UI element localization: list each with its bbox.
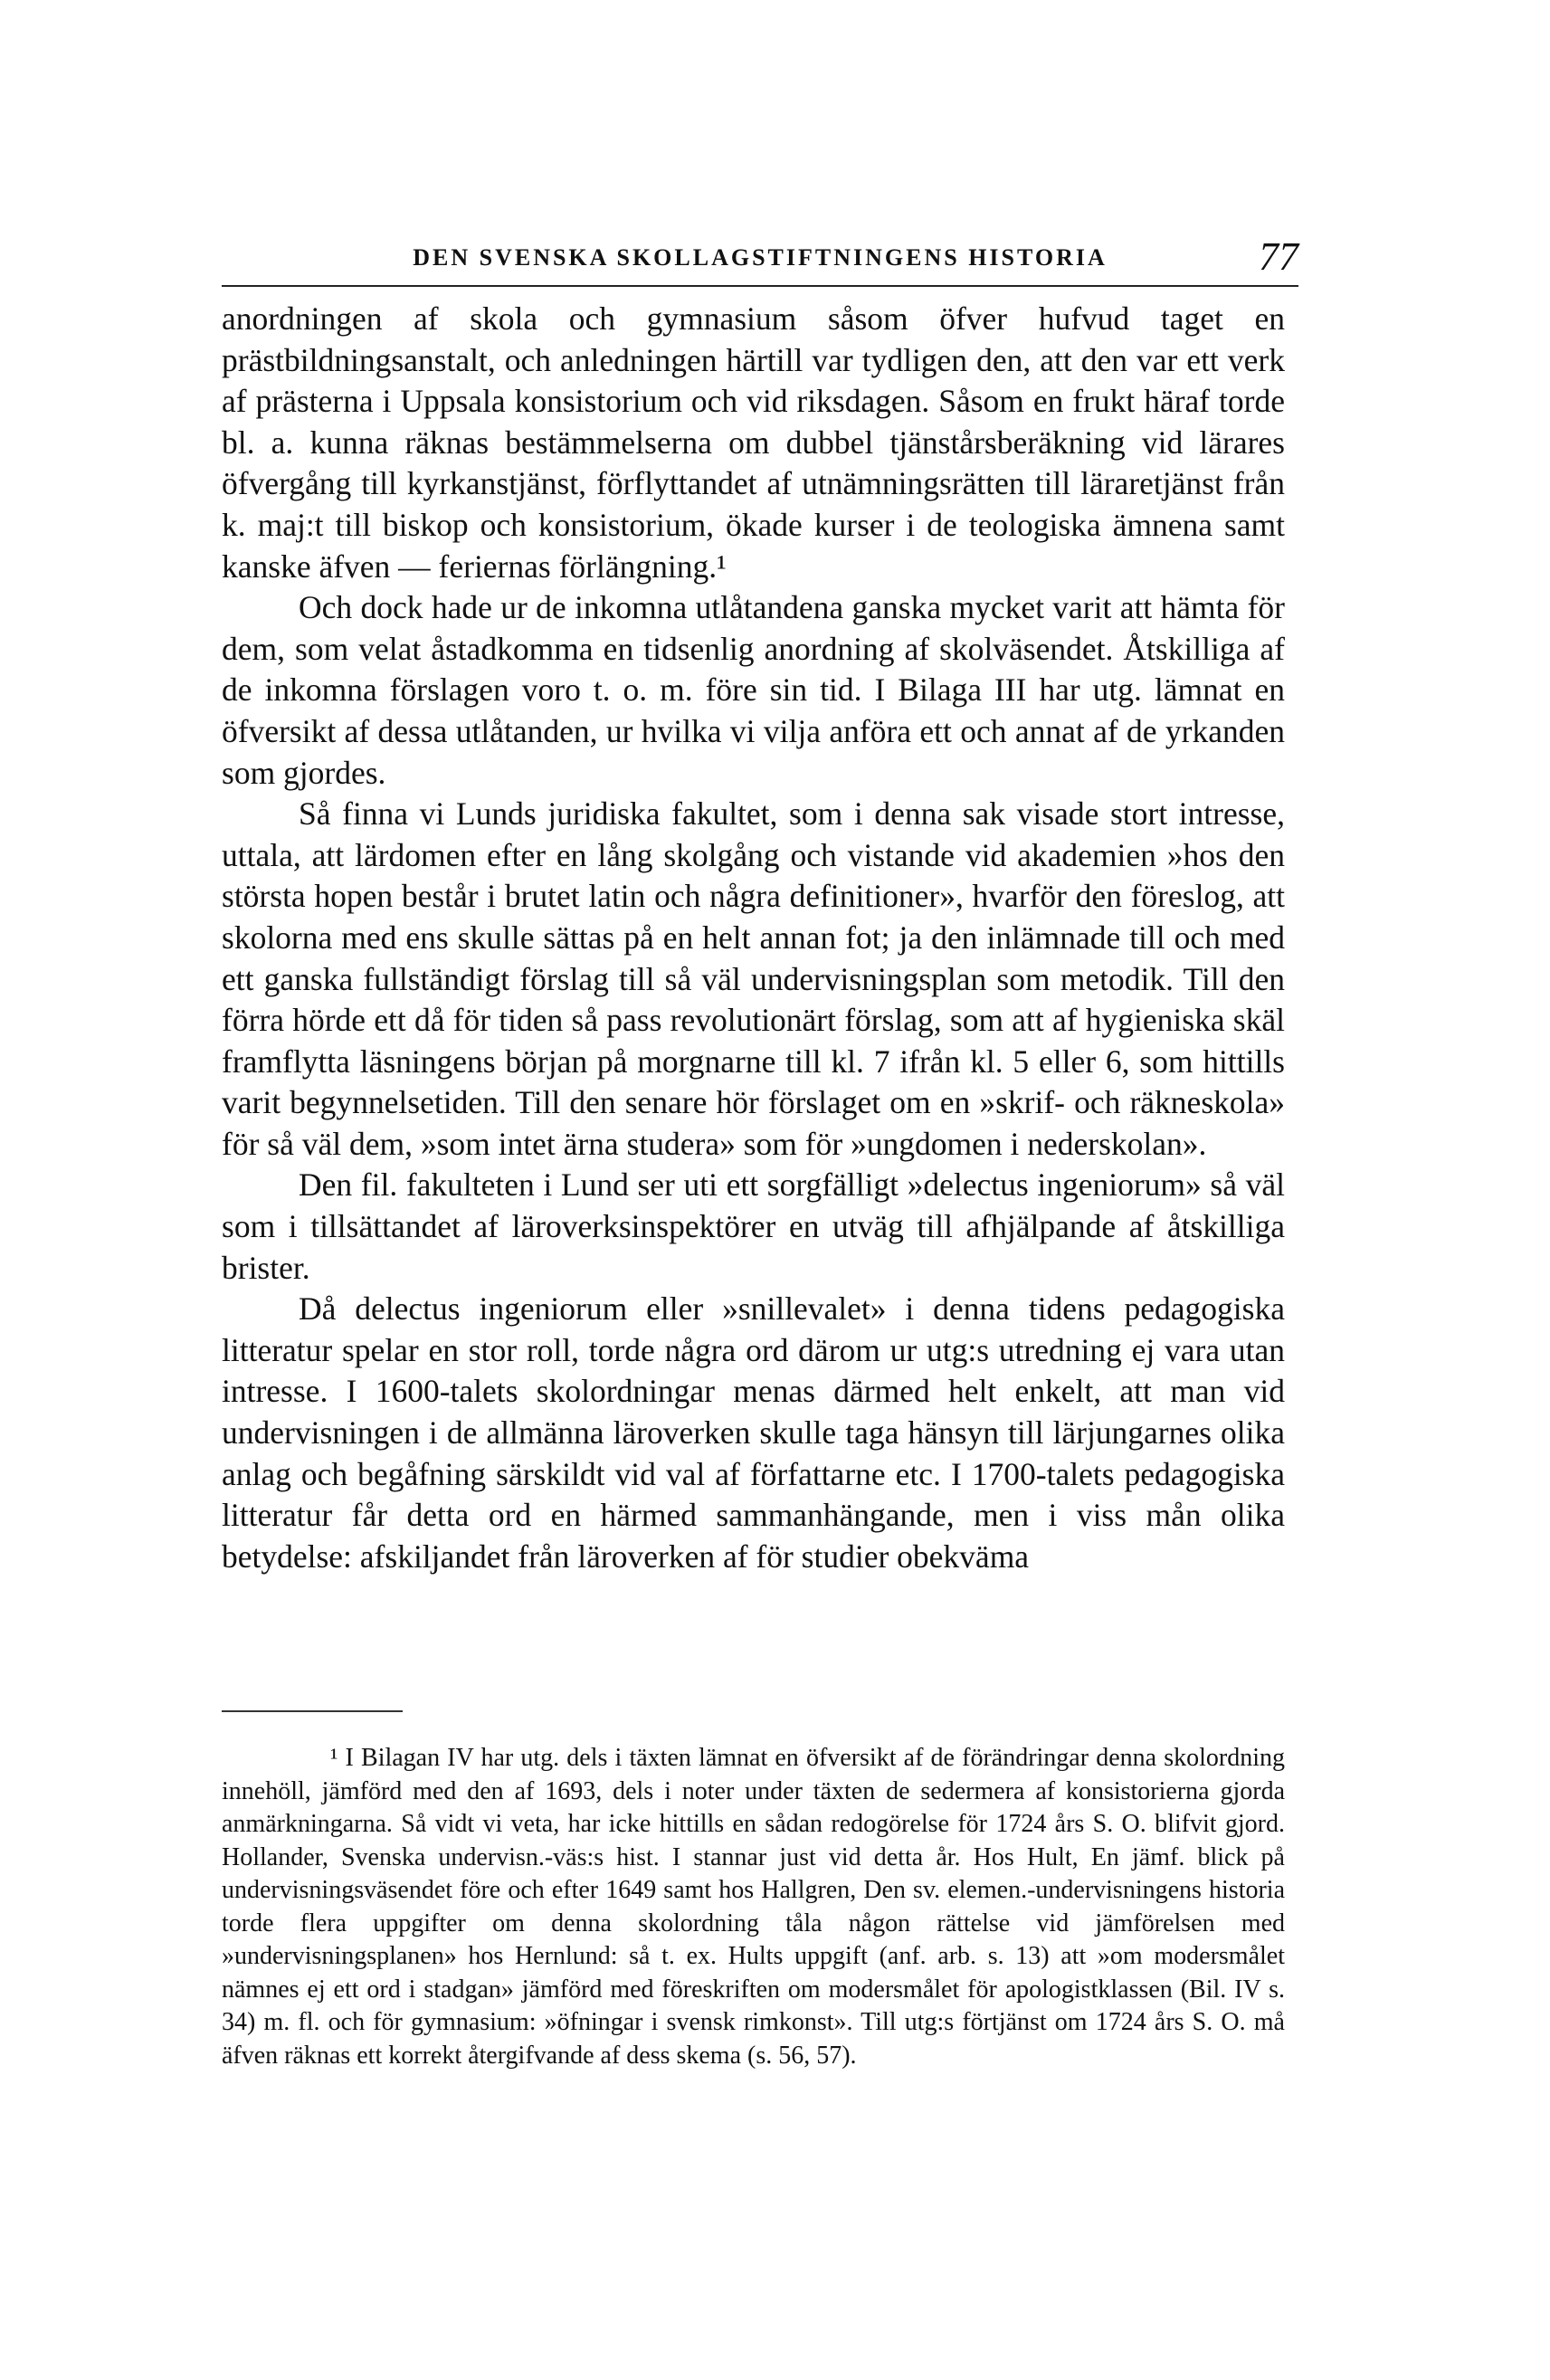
paragraph-3: Så finna vi Lunds juridiska fakultet, som i denna sak visade stort intresse, uttala, att lärdomen efter en lång skolgång och vistande vid akademien »hos den största hopen består i brutet latin och några definitioner», hvarför den föreslog, att skolorna med ens skulle sättas på en helt annan fot; ja den inlämnade till och med ett ganska fullständigt förslag till så väl undervisningsplan som metodik. Till den förra hörde ett då för tiden så pass revolutionärt förslag, som att af hygieniska skäl framflytta läsningens början på morgnarne till kl. 7 ifrån kl. 5 eller 6, som hittills varit begynnelsetiden. Till den senare hör förslaget om en »skrif- och räkneskola» för så väl dem, »som intet ärna studera» som för »ungdomen i nederskolan». bbox=[222, 795, 1285, 1162]
paragraph-2: Och dock hade ur de inkomna utlåtandena ganska mycket varit att hämta för dem, som velat åstadkomma en tidsenlig anordning af skolväsendet. Åtskilliga af de inkomna förslagen voro t. o. m. före sin tid. I Bilaga III har utg. lämnat en öfversikt af dessa utlåtanden, ur hvilka vi vilja anföra ett och annat af de yrkanden som gjordes. bbox=[222, 589, 1285, 791]
footnote-1: ¹ I Bilagan IV har utg. dels i täxten lämnat en öfversikt af de förändringar denna skolordning innehöll, jämförd med den af 1693, dels i noter under täxten de sedermera af konsistorierna gjorda anmärkningarna. Så vidt vi veta, har icke hittills en sådan redogörelse för 1724 års S. O. blifvit gjord. Hollander, Svenska undervisn.-väs:s hist. I stannar just vid detta år. Hos Hult, En jämf. blick på undervisningsväsendet före och efter 1649 samt hos Hallgren, Den sv. elemen.-undervisningens historia torde flera uppgifter om denna skolordning tåla någon rättelse vid jämförelsen med »undervisningsplanen» hos Hernlund: så t. ex. Hults uppgift (anf. arb. s. 13) att »om modersmålet nämnes ej ett ord i stadgan» jämförd med föreskriften om modersmålet för apologistklassen (Bil. IV s. 34) m. fl. och för gymnasium: »öfningar i svensk rimkonst». Till utg:s förtjänst om 1724 års S. O. må äfven räknas ett korrekt återgifvande af dess skema (s. 56, 57). bbox=[222, 1744, 1285, 2070]
page-number: 77 bbox=[1259, 234, 1298, 279]
paragraph-5: Då delectus ingeniorum eller »snillevalet» i denna tidens pedagogiska litteratur spelar en stor roll, torde några ord därom ur utg:s utredning ej vara utan intresse. I 1600-talets skolordningar menas därmed helt enkelt, att man vid undervisningen i de allmänna läroverken skulle taga hänsyn till lärjungarnes olika anlag och begåfning särskildt vid val af författarne etc. I 1700-talets pedagogiska litteratur får detta ord en härmed sammanhängande, men i viss mån olika betydelse: afskiljandet från läroverken af för studier obekväma bbox=[222, 1290, 1285, 1575]
body-text bbox=[222, 299, 1285, 1577]
footnotes bbox=[222, 1742, 1285, 2072]
header-rule bbox=[222, 285, 1298, 287]
running-header bbox=[222, 235, 1298, 290]
paragraph-1: anordningen af skola och gymnasium såsom öfver hufvud taget en prästbildningsanstalt, och anledningen härtill var tydligen den, att den var ett verk af prästerna i Uppsala konsistorium och vid riksdagen. Såsom en frukt häraf torde bl. a. kunna räknas bestämmelserna om dubbel tjänstårsberäkning vid lärares öfvergång till kyrkanstjänst, förflyttandet af utnämningsrätten till läraretjänst från k. maj:t till biskop och konsistorium, ökade kurser i de teologiska ämnena samt kanske äfven — feriernas förlängning.¹ bbox=[222, 300, 1285, 585]
paragraph-4: Den fil. fakulteten i Lund ser uti ett sorgfälligt »delectus ingeniorum» så väl som i tillsättandet af läroverksinspektörer en utväg till afhjälpande af åtskilliga brister. bbox=[222, 1166, 1285, 1286]
footnote-rule bbox=[222, 1710, 403, 1712]
running-title: DEN SVENSKA SKOLLAGSTIFTNINGENS HISTORIA bbox=[413, 244, 1108, 271]
